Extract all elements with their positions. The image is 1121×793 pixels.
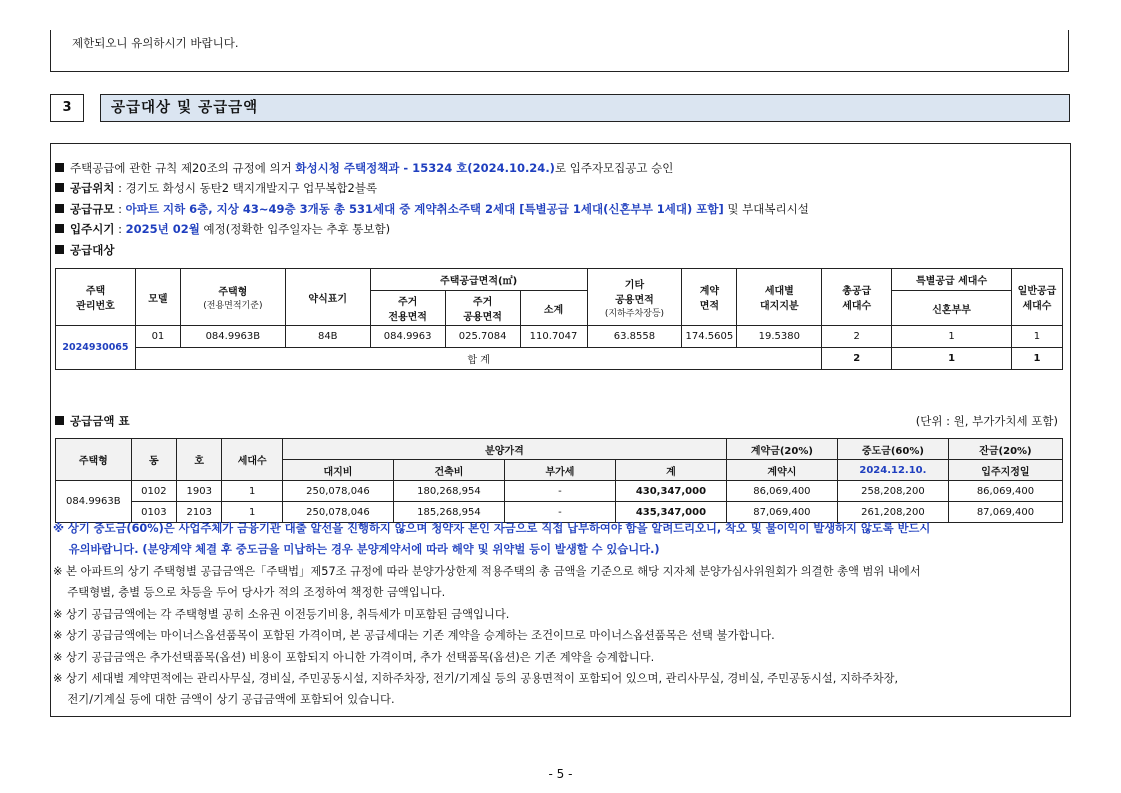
note-midpayment-cont: 유의바랍니다. (분양계약 체결 후 중도금을 미납하는 경우 분양계약서에 따라 해약 및 위약벌 등이 발생할 수 있습니다.) [53,543,660,556]
move-in-line: 입주시기 : 2025년 02월 예정(정확한 입주일자는 추후 통보함) [55,221,390,237]
cell-ho: 2103 [177,502,222,523]
cell-deposit: 86,069,400 [726,481,837,502]
unit-note: (단위 : 원, 부가가치세 포함) [915,414,1058,428]
previous-notice-text: 제한되오니 유의하시기 바랍니다. [72,36,239,50]
note-price-basis: ※ 본 아파트의 상기 주택형별 공급금액은「주택법」제57조 규정에 따라 분양가상한제 적용주택의 총 금액을 기준으로 해당 지자체 분양가심사위원회가 의결한 총액 범위 내에서 [53,565,921,578]
cell-build: 180,268,954 [393,481,504,502]
cell-sum: 435,347,000 [615,502,726,523]
header-deposit: 계약금(20%) [726,439,837,460]
sum-newlywed: 1 [892,348,1012,370]
header-general-units: 일반공급 세대수 [1011,269,1062,326]
cell-abbr: 84B [285,326,370,348]
cell-type: 084.9963B [180,326,285,348]
header-private-area: 주거 전용면적 [370,291,445,326]
cell-total: 2 [822,326,892,348]
cell-mid: 258,208,200 [837,481,948,502]
cell-land: 250,078,046 [282,502,393,523]
cell-vat: - [504,502,615,523]
supply-target-heading: 공급대상 [55,242,114,258]
sum-label: 합 계 [135,348,821,370]
note-common-area-cont: 전기/기계실 등에 대한 금액이 상기 공급금액에 포함되어 있습니다. [53,693,395,706]
note-extra-option: ※ 상기 공급금액은 추가선택품목(옵션) 비용이 포함되지 아니한 가격이며, 추가 선택품목(옵션)은 기존 계약을 승계합니다. [53,651,655,664]
cell-land: 19.5380 [737,326,822,348]
note-minus-option: ※ 상기 공급금액에는 마이너스옵션품목이 포함된 가격이며, 본 공급세대는 기존 계약을 승계하는 조건이므로 마이너스옵션품목은 선택 불가합니다. [53,629,775,642]
cell-contract: 174.5605 [682,326,737,348]
header-midpayment: 중도금(60%) [837,439,948,460]
cell-balance: 87,069,400 [948,502,1062,523]
square-bullet-icon [55,416,64,425]
cell-units: 1 [222,502,283,523]
cell-vat: - [504,481,615,502]
header-other-area: 기타 공용면적 (지하주차장등) [587,269,682,326]
cell-type: 084.9963B [56,481,132,523]
header-land-cost: 대지비 [282,460,393,481]
header-ho: 호 [177,439,222,481]
header-mid-date: 2024.12.10. [837,460,948,481]
header-land-share: 세대별 대지지분 [737,269,822,326]
sum-total: 2 [822,348,892,370]
page-number: - 5 - [548,767,573,781]
note-price-basis-cont: 주택형별, 층별 등으로 차등을 두어 당사가 적의 조정하여 책정한 금액입니다. [53,586,446,599]
note-common-area: ※ 상기 세대별 계약면적에는 관리사무실, 경비실, 주민공동시설, 지하주차장, 전기/기계실 등의 공용면적이 포함되어 있으며, 관리사무실, 경비실, 주민공동시설, 지하주차장, [53,672,899,685]
price-table-heading: 공급금액 표 [55,413,130,429]
cell-deposit: 87,069,400 [726,502,837,523]
header-subtotal: 소계 [520,291,587,326]
header-special-units: 특별공급 세대수 [892,269,1012,291]
header-contract-area: 계약 면적 [682,269,737,326]
supply-price-table [55,438,1063,523]
cell-balance: 86,069,400 [948,481,1062,502]
cell-sum: 430,347,000 [615,481,726,502]
sum-general: 1 [1011,348,1062,370]
header-newlywed: 신혼부부 [892,291,1012,326]
cell-units: 1 [222,481,283,502]
header-balance: 잔금(20%) [948,439,1062,460]
sum-row [56,348,1063,370]
cell-land: 250,078,046 [282,481,393,502]
cell-common: 025.7084 [445,326,520,348]
cell-dong: 0102 [131,481,176,502]
cell-subtotal: 110.7047 [520,326,587,348]
note-midpayment: ※ 상기 중도금(60%)은 사업주체가 금융기관 대출 알선을 진행하지 않으며 청약자 본인 자금으로 직접 납부하여야 함을 알려드리오니, 착오 및 불이익이 발생하지 않도록 반드시 [53,522,931,535]
header-common-area: 주거 공용면적 [445,291,520,326]
section-title: 공급대상 및 공급금액 [100,94,1070,122]
header-build-cost: 건축비 [393,460,504,481]
header-units: 세대수 [222,439,283,481]
cell-other: 63.8558 [587,326,682,348]
section-number: 3 [50,94,84,122]
previous-notice-box [50,30,1069,72]
cell-dong: 0103 [131,502,176,523]
header-balance-timing: 입주지정일 [948,460,1062,481]
scale-line: 공급규모 : 아파트 지하 6층, 지상 43~49층 3개동 총 531세대 중 계약취소주택 2세대 [특별공급 1세대(신혼부부 1세대) 포함] 및 부대복리시설 [55,201,809,217]
header-model: 모델 [135,269,180,326]
table-row [56,326,1063,348]
header-complex-no: 주택 관리번호 [56,269,136,326]
cell-ho: 1903 [177,481,222,502]
cell-build: 185,268,954 [393,502,504,523]
cell-complex-no: 2024930065 [56,326,136,370]
header-type: 주택형 [56,439,132,481]
square-bullet-icon [55,163,64,172]
header-price: 분양가격 [282,439,726,460]
square-bullet-icon [55,224,64,233]
square-bullet-icon [55,245,64,254]
header-vat: 부가세 [504,460,615,481]
header-dong: 동 [131,439,176,481]
header-supply-area: 주택공급면적(㎡) [370,269,587,291]
cell-private: 084.9963 [370,326,445,348]
approval-line: 주택공급에 관한 규칙 제20조의 규정에 의거 화성시청 주택정책과 - 15324 호(2024.10.24.)로 입주자모집공고 승인 [55,160,673,176]
header-housing-type: 주택형 (전용면적기준) [180,269,285,326]
note-registration: ※ 상기 공급금액에는 각 주택형별 공히 소유권 이전등기비용, 취득세가 미포함된 금액입니다. [53,608,510,621]
header-abbr: 약식표기 [285,269,370,326]
cell-general: 1 [1011,326,1062,348]
header-total-units: 총공급 세대수 [822,269,892,326]
square-bullet-icon [55,204,64,213]
location-line: 공급위치 : 경기도 화성시 동탄2 택지개발지구 업무복합2블록 [55,180,377,196]
supply-target-table [55,268,1063,370]
cell-model: 01 [135,326,180,348]
header-sum: 계 [615,460,726,481]
supply-section-box [50,143,1071,717]
cell-mid: 261,208,200 [837,502,948,523]
table-row [56,481,1063,502]
cell-newlywed: 1 [892,326,1012,348]
header-deposit-timing: 계약시 [726,460,837,481]
square-bullet-icon [55,183,64,192]
